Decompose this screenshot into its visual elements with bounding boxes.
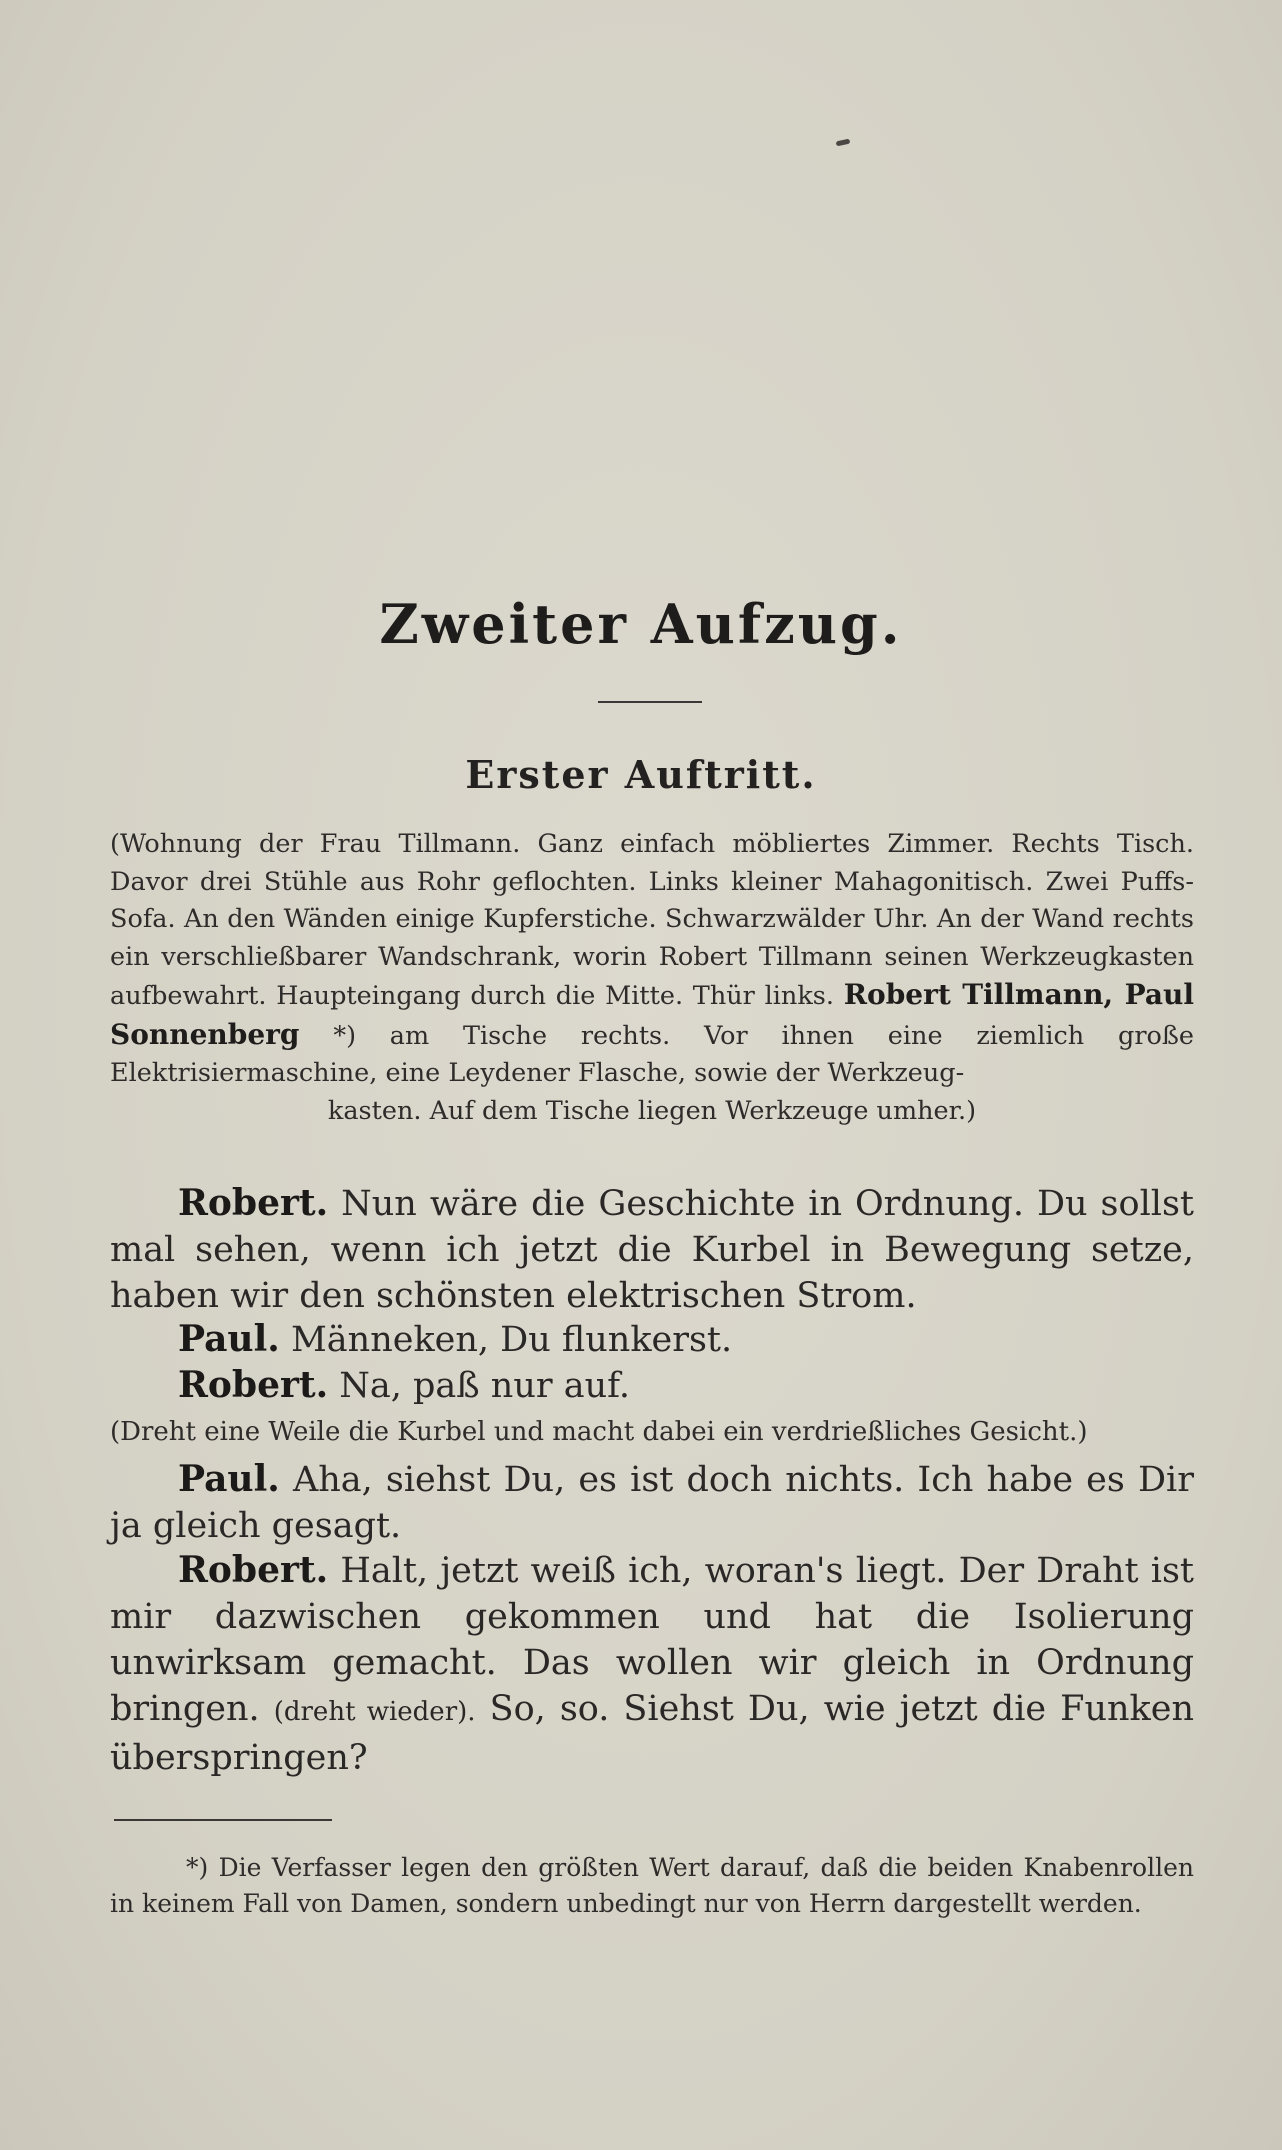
stage-direction-last-line: kasten. Auf dem Tische liegen Werkzeuge umher.) [327, 1095, 977, 1126]
stage-direction-after: *) am Tische rechts. Vor ihnen eine ziemlich große Elektrisiermaschine, eine Leydener Flasche, sowie der Werkzeug- [110, 1020, 1194, 1088]
dialog-text: Aha, siehst Du, es ist doch nichts. Ich habe es Dir ja gleich gesagt. [110, 1460, 1194, 1546]
inline-direction: (dreht wieder). [273, 1697, 476, 1727]
stage-direction-text: (Wohnung der Frau Tillmann. Ganz einfach möbliertes Zimmer. Rechts Tisch. Davor drei Stühle aus Rohr geflochten. Links kleiner Mahagonitisch. Zwei Puffs-Sofa. An den Wänden einige Kupferstiche. Schwarzwälder Uhr. An der Wand rechts ein verschließbarer Wandschrank, worin Robert Tillmann seinen Werkzeugkasten aufbewahrt. Haupteingang durch die Mitte. Thür links. [110, 829, 1194, 1011]
dialog-text: Männeken, Du flunkerst. [290, 1320, 733, 1360]
dialog-line-2 [110, 1316, 1194, 1363]
dialog-text: Na, paß nur auf. [339, 1366, 630, 1406]
ink-speck [836, 139, 851, 147]
speaker-name: Paul. [178, 1318, 280, 1360]
dialog-text: Halt, jetzt weiß ich, woran's liegt. Der Draht ist mir dazwischen gekommen und hat die Isolierung unwirksam gemacht. Das wollen wir gleich in Ordnung bringen. [110, 1551, 1194, 1729]
speaker-name: Robert. [178, 1182, 329, 1224]
stage-direction [110, 826, 1194, 1130]
dialog-line-4 [110, 1456, 1194, 1549]
speaker-name: Robert. [178, 1549, 329, 1591]
stage-direction-characters: Robert Tillmann, Paul Sonnenberg [110, 978, 1195, 1051]
stage-direction-inline: (Dreht eine Weile die Kurbel und macht dabei ein verdrießliches Gesicht.) [110, 1417, 1088, 1447]
dialog-line-1 [110, 1180, 1194, 1319]
dialog-line-5 [110, 1547, 1194, 1781]
dialog-line-3 [110, 1362, 1194, 1409]
footnote [110, 1850, 1194, 1922]
dialog-text: Nun wäre die Geschichte in Ordnung. Du sollst mal sehen, wenn ich jetzt die Kurbel in Bewegung setze, haben wir den schönsten elektrischen Strom. [110, 1184, 1194, 1316]
speaker-name: Paul. [178, 1458, 280, 1500]
title-divider [598, 701, 702, 703]
act-title: Zweiter Aufzug. [379, 592, 903, 656]
speaker-name: Robert. [178, 1364, 329, 1406]
footnote-text: *) Die Verfasser legen den größten Wert darauf, daß die beiden Knabenrollen in keinem Fall von Damen, sondern unbedingt nur von Herrn dargestellt werden. [110, 1853, 1194, 1918]
scene-title: Erster Auftritt. [465, 752, 817, 797]
footnote-divider [114, 1819, 332, 1821]
dialog-text-after: So, so. Siehst Du, wie jetzt die Funken überspringen? [110, 1689, 1194, 1778]
